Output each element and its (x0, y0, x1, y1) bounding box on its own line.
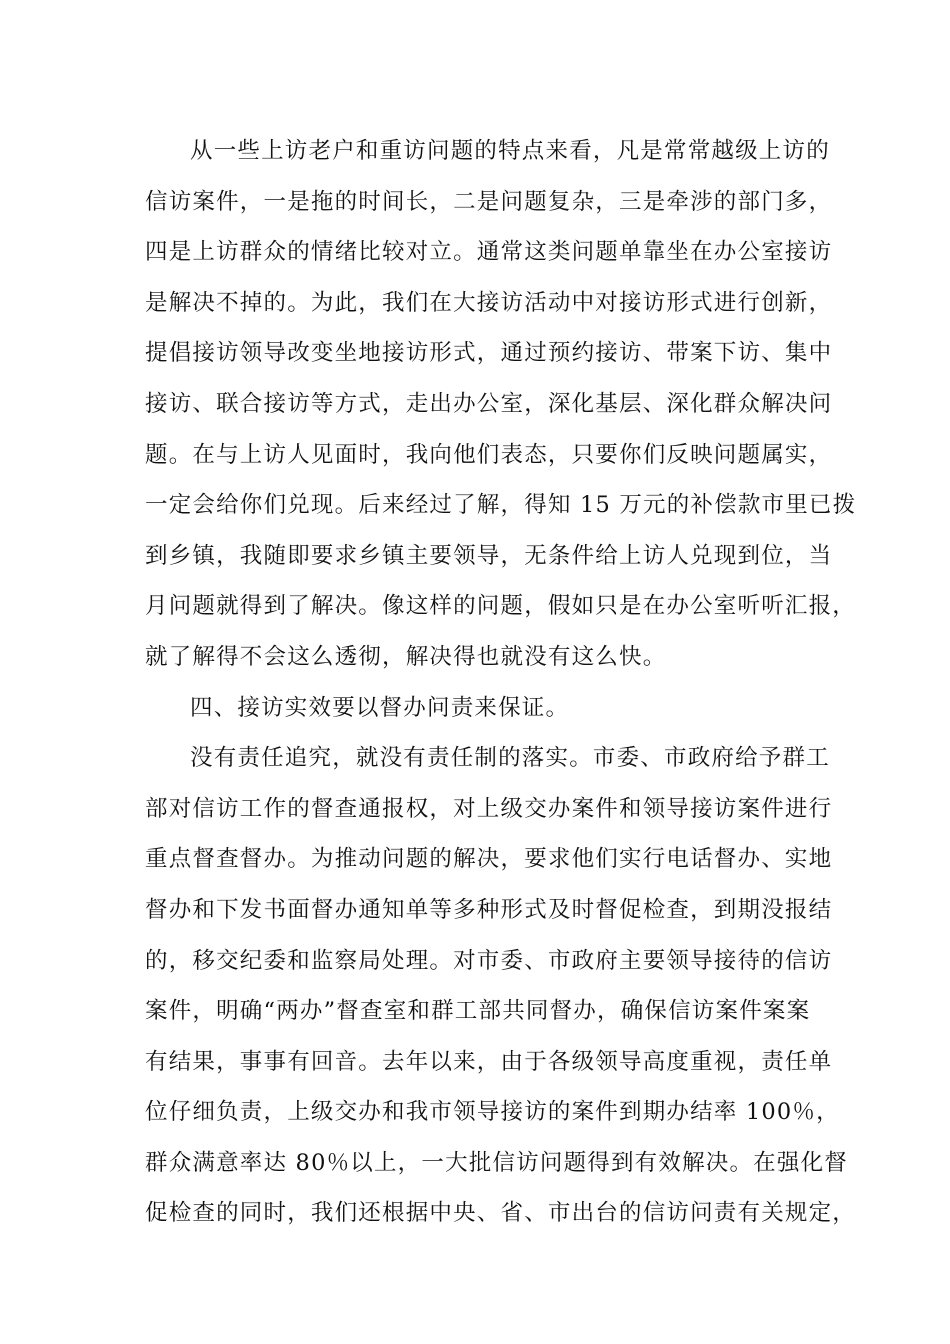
text-line: 位仔细负责，上级交办和我市领导接访的案件到期办结率 100％， (145, 1099, 840, 1126)
text-line: 群众满意率达 80％以上，一大批信访问题得到有效解决。在强化督 (145, 1149, 848, 1176)
text-line: 的，移交纪委和监察局处理。对市委、市政府主要领导接待的信访 (145, 947, 833, 974)
text-line: 题。在与上访人见面时，我向他们表态，只要你们反映问题属实， (145, 441, 833, 468)
text-line: 从一些上访老户和重访问题的特点来看，凡是常常越级上访的 (190, 138, 830, 164)
text-line: 就了解得不会这么透彻，解决得也就没有这么快。 (145, 643, 667, 670)
text-line: 信访案件，一是拖的时间长，二是问题复杂，三是牵涉的部门多， (145, 188, 833, 215)
text-line: 有结果，事事有回音。去年以来，由于各级领导高度重视，责任单 (145, 1048, 833, 1075)
heading-line: 四、接访实效要以督办问责来保证。 (190, 694, 570, 721)
document-body (145, 126, 857, 1239)
text-line: 一定会给你们兑现。后来经过了解，得知 15 万元的补偿款市里已拨 (145, 492, 857, 519)
text-line: 没有责任追究，就没有责任制的落实。市委、市政府给予群工 (190, 745, 830, 772)
text-line: 案件，明确“两办”督查室和群工部共同督办，确保信访案件案案 (145, 998, 811, 1025)
text-line: 月问题就得到了解决。像这样的问题，假如只是在办公室听听汇报， (145, 593, 857, 620)
text-line: 是解决不掉的。为此，我们在大接访活动中对接访形式进行创新， (145, 289, 833, 316)
paragraph-1 (145, 126, 857, 683)
text-line: 重点督查督办。为推动问题的解决，要求他们实行电话督办、实地 (145, 846, 833, 873)
text-line: 接访、联合接访等方式，走出办公室，深化基层、深化群众解决问 (145, 390, 833, 417)
text-line: 到乡镇，我随即要求乡镇主要领导，无条件给上访人兑现到位，当 (145, 542, 833, 569)
text-line: 部对信访工作的督查通报权，对上级交办案件和领导接访案件进行 (145, 795, 833, 822)
paragraph-2 (145, 733, 857, 1239)
text-line: 提倡接访领导改变坐地接访形式，通过预约接访、带案下访、集中 (145, 340, 833, 367)
section-heading (145, 683, 825, 734)
text-line: 促检查的同时，我们还根据中央、省、市出台的信访问责有关规定， (145, 1200, 857, 1227)
text-line: 督办和下发书面督办通知单等多种形式及时督促检查，到期没报结 (145, 896, 833, 923)
text-line: 四是上访群众的情绪比较对立。通常这类问题单靠坐在办公室接访 (145, 239, 833, 266)
